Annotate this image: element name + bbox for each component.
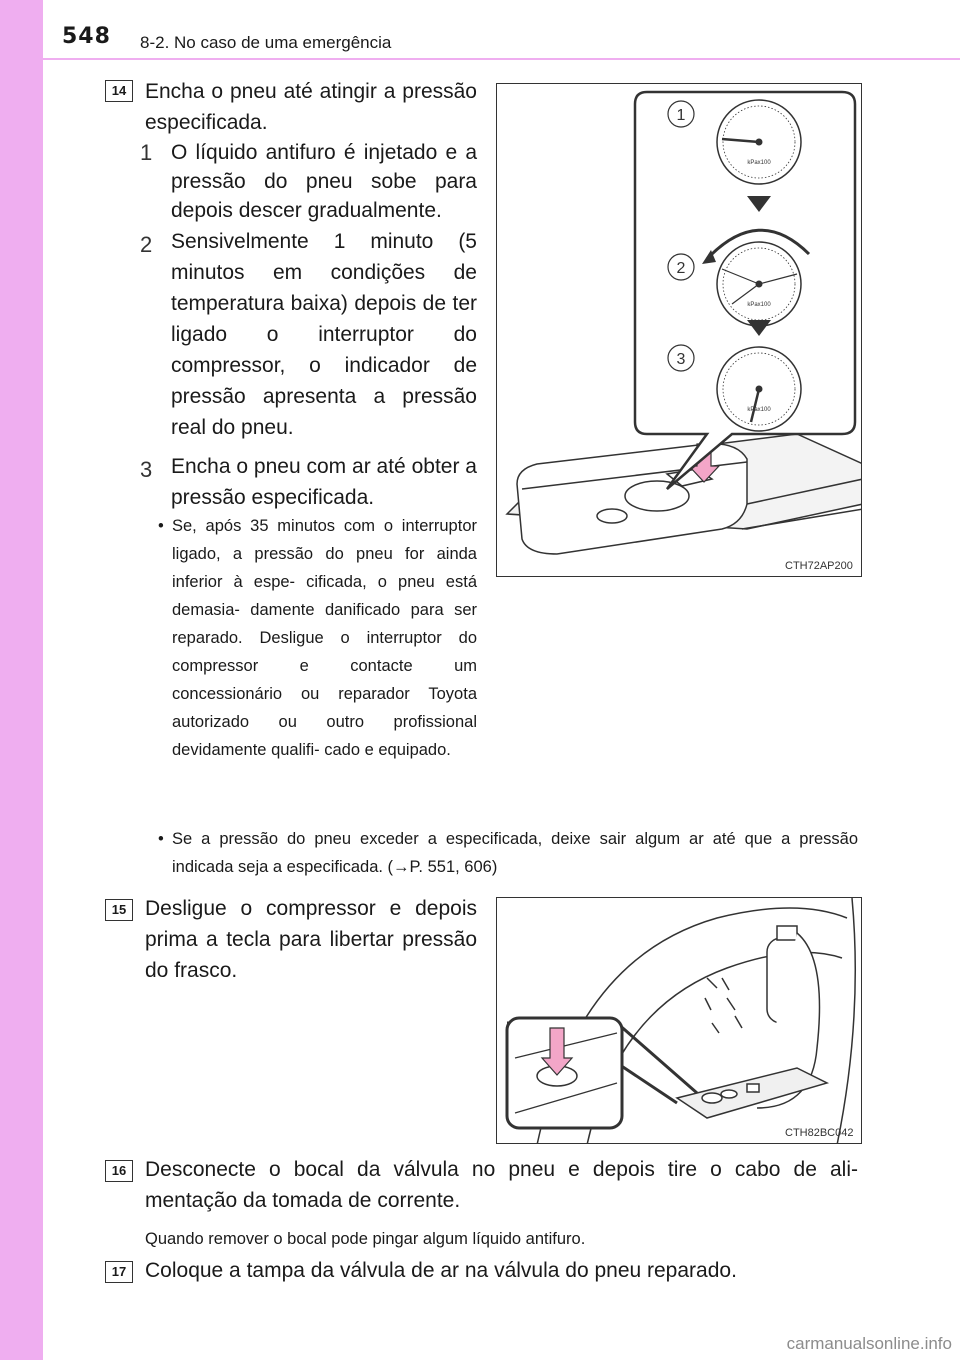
- compressor-illustration-svg: [497, 898, 862, 1144]
- header-rule: [43, 58, 960, 60]
- step-14-sub2-text: Sensivelmente 1 minuto (5 minutos em condições de temperatura baixa) depois de ter ligado o interruptor do compressor, o indicador de pressão apresenta a pressão real do pneu.: [171, 230, 477, 439]
- step-16-text: Desconecte o bocal da válvula no pneu e depois tire o cabo de ali- mentação da tomada de corrente.: [145, 1158, 858, 1212]
- section-title: 8-2. No caso de uma emergência: [140, 33, 392, 52]
- gauge-2-unit: kPax100: [747, 302, 771, 308]
- watermark: carmanualsonline.info: [786, 1334, 952, 1353]
- step-14-bullet-2: • Se a pressão do pneu exceder a especificada, deixe sair algum ar até que a pressão indicada seja a especificada. (→P. 551, 606): [158, 830, 858, 876]
- callout-3: 3: [676, 351, 686, 368]
- side-tab-strip: [0, 0, 43, 1360]
- page-number: 548: [62, 24, 111, 49]
- figure-1-code: CTH72AP200: [785, 560, 853, 572]
- bullet-2-text: Se a pressão do pneu exceder a especificada, deixe sair algum ar até que a pressão indicada seja a especificada. (→P. 551, 606): [172, 830, 858, 876]
- step-14-text: Encha o pneu até atingir a pressão especificada.: [145, 80, 477, 134]
- figure-gauge-illustration: [496, 83, 862, 577]
- step-14-number: 14: [105, 80, 133, 102]
- callout-2: 2: [676, 260, 686, 277]
- step-15-text: Desligue o compressor e depois prima a tecla para libertar pressão do frasco.: [145, 897, 477, 982]
- callout-1: 1: [676, 107, 686, 124]
- step-15-number: 15: [105, 899, 133, 921]
- figure-compressor-illustration: [496, 897, 862, 1144]
- step-14-sub3-number: 3: [140, 457, 153, 482]
- step-14-sub2-number: 2: [140, 232, 153, 257]
- bullet-1-text: Se, após 35 minutos com o interruptor ligado, a pressão do pneu for ainda inferior à espe- cificada, o pneu está demasia- damente danificado para ser reparado. Desligue o interruptor do compressor e contacte um concessionário ou reparador Toyota autorizado ou outro profissional devidamente qualifi- cado e equipado.: [172, 517, 477, 759]
- step-17-number: 17: [105, 1261, 133, 1283]
- step-14-sub3-text: Encha o pneu com ar até obter a pressão especificada.: [171, 455, 477, 509]
- step-14-sub1-number: 1: [140, 140, 153, 165]
- step-14-sub1-text: O líquido antifuro é injetado e a pressão do pneu sobe para depois descer gradualmente.: [171, 141, 477, 222]
- gauge-1-unit: kPax100: [747, 160, 771, 166]
- step-16-number: 16: [105, 1160, 133, 1182]
- step-17-text: Coloque a tampa da válvula de ar na válvula do pneu reparado.: [145, 1259, 737, 1282]
- gauge-3-unit: kPax100: [747, 407, 771, 413]
- gauge-illustration-svg: [497, 84, 862, 577]
- step-14-bullet-1: • Se, após 35 minutos com o interruptor ligado, a pressão do pneu for ainda inferior à espe- cificada, o pneu está demasia- damente danificado para ser reparado. Desligue o interruptor do compressor e contacte um concessionário ou reparador Toyota autorizado ou outro profissional devidamente qualifi- cado e equipado.: [158, 517, 477, 759]
- figure-2-code: CTH82BC042: [785, 1127, 854, 1139]
- step-16-note: Quando remover o bocal pode pingar algum líquido antifuro.: [145, 1230, 586, 1248]
